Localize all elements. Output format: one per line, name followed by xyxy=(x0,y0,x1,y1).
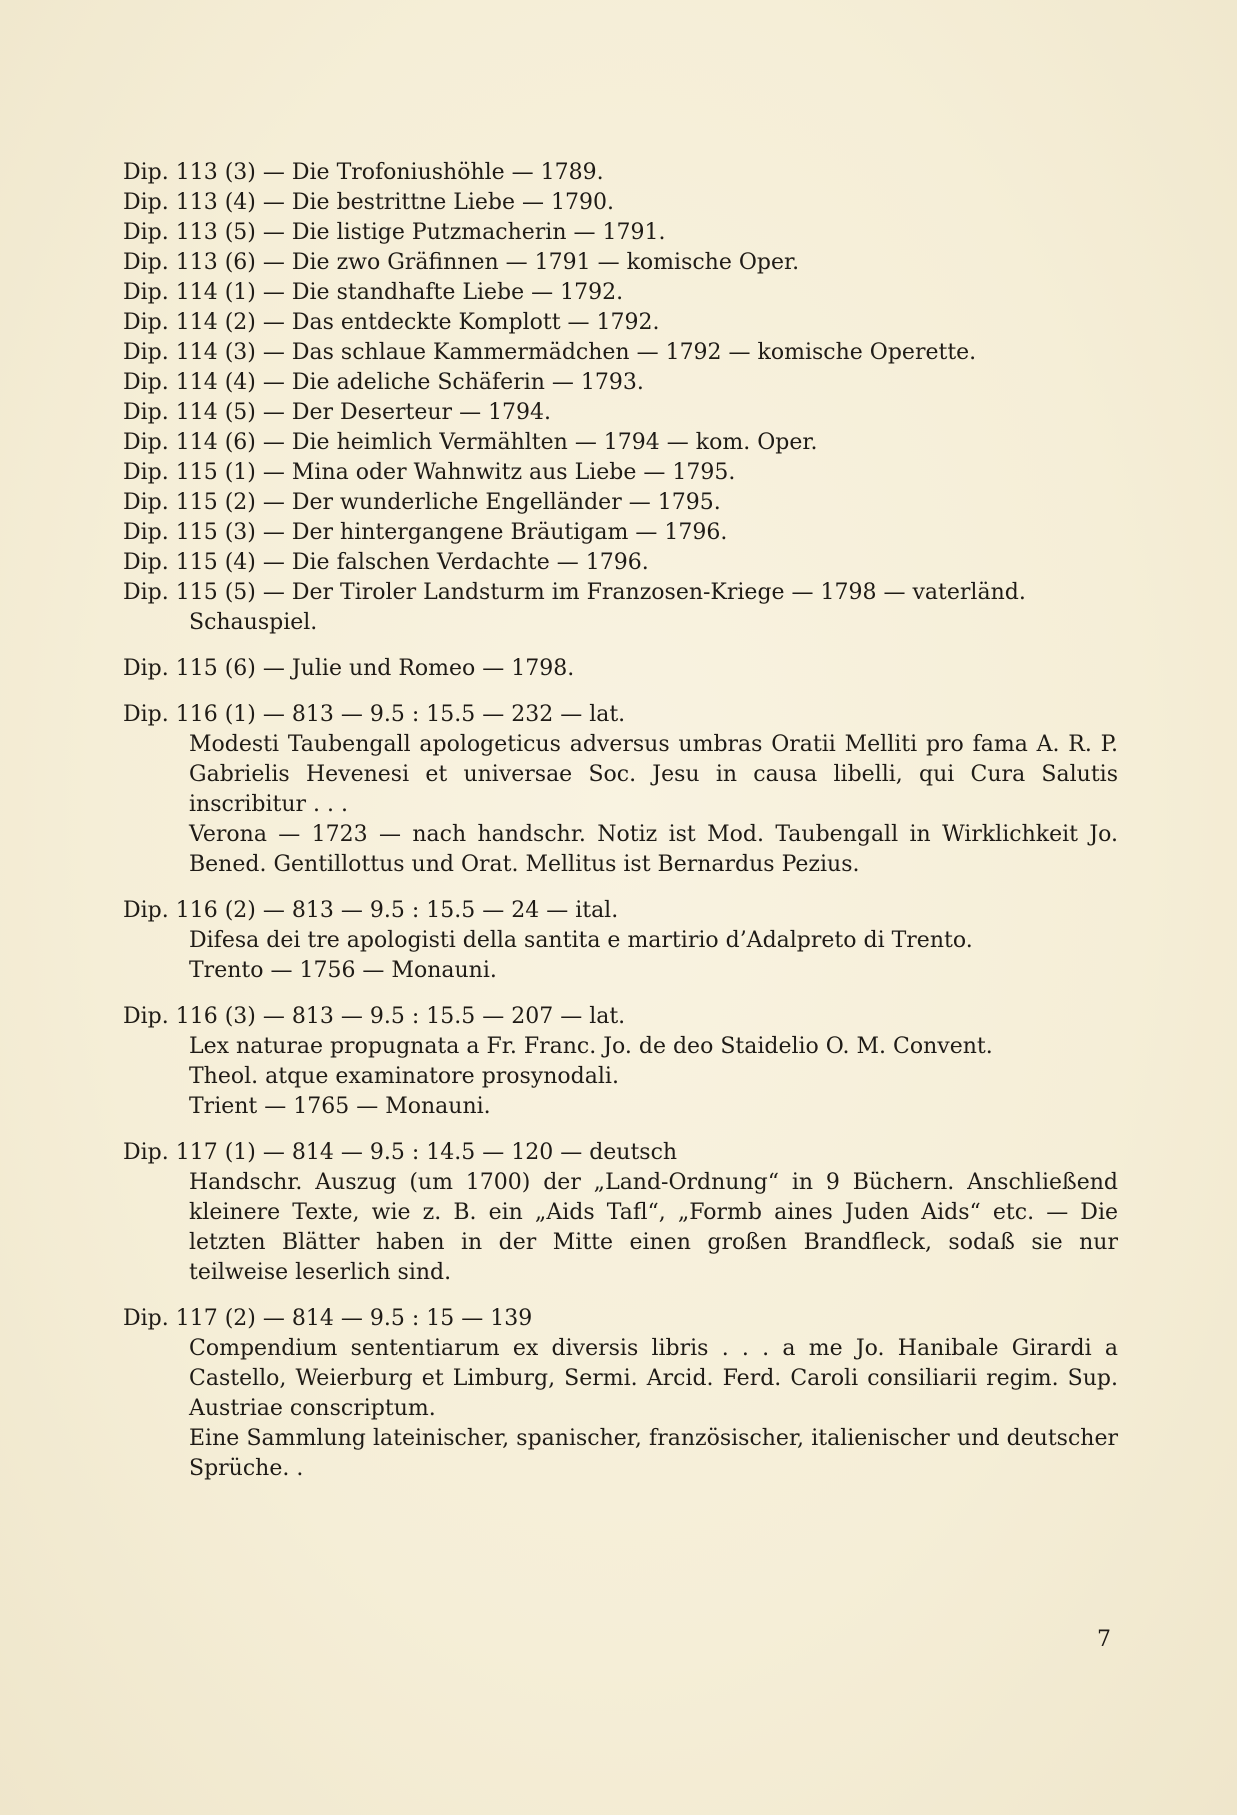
catalog-entry xyxy=(123,278,1118,308)
entry-heading: Dip. 113 (6) — Die zwo Gräfinnen — 1791 — komische Oper. xyxy=(123,250,800,275)
entry-heading: Dip. 113 (5) — Die listige Putzmacherin — 1791. xyxy=(123,220,666,245)
entry-description xyxy=(123,1168,1118,1288)
entry-heading: Dip. 114 (5) — Der Deserteur — 1794. xyxy=(123,400,552,425)
entry-description xyxy=(123,1334,1118,1484)
catalog-entry xyxy=(123,458,1118,488)
catalog-entry xyxy=(123,218,1118,248)
entry-heading: Dip. 115 (3) — Der hintergangene Bräutigam — 1796. xyxy=(123,520,728,545)
entry-heading: Dip. 115 (5) — Der Tiroler Landsturm im Franzosen-Kriege — 1798 — vaterländ. xyxy=(123,580,1026,605)
entry-heading: Dip. 113 (4) — Die bestrittne Liebe — 1790. xyxy=(123,190,614,215)
entry-heading: Dip. 115 (2) — Der wunderliche Engelländer — 1795. xyxy=(123,490,721,515)
entry-heading: Dip. 116 (3) — 813 — 9.5 : 15.5 — 207 — lat. xyxy=(123,1004,626,1029)
entry-description-line: Trient — 1765 — Monauni. xyxy=(189,1094,491,1119)
entry-heading: Dip. 113 (3) — Die Trofoniushöhle — 1789. xyxy=(123,160,604,185)
entry-heading: Dip. 115 (4) — Die falschen Verdachte — 1796. xyxy=(123,550,649,575)
entry-heading: Dip. 117 (1) — 814 — 9.5 : 14.5 — 120 — deutsch xyxy=(123,1140,678,1165)
entry-heading: Dip. 116 (1) — 813 — 9.5 : 15.5 — 232 — lat. xyxy=(123,702,626,727)
entry-heading: Dip. 114 (1) — Die standhafte Liebe — 1792. xyxy=(123,280,624,305)
entry-heading: Dip. 117 (2) — 814 — 9.5 : 15 — 139 xyxy=(123,1306,533,1331)
catalog-entry xyxy=(123,700,1118,880)
catalog-entry xyxy=(123,896,1118,986)
entry-description xyxy=(123,1032,1118,1122)
page-number: 7 xyxy=(1097,1627,1111,1652)
catalog-entry xyxy=(123,518,1118,548)
entry-description-line: Theol. atque examinatore prosynodali. xyxy=(189,1064,619,1089)
catalog-entry xyxy=(123,578,1118,638)
catalog-entry xyxy=(123,158,1118,188)
catalog-entry xyxy=(123,548,1118,578)
entry-description-line: Eine Sammlung lateinischer, spanischer, französischer, italienischer und deutscher Sprüche. . xyxy=(189,1426,1118,1481)
entry-continuation: Schauspiel. xyxy=(189,610,318,635)
entry-heading: Dip. 114 (4) — Die adeliche Schäferin — 1793. xyxy=(123,370,644,395)
catalog-entry xyxy=(123,308,1118,338)
catalog-entry xyxy=(123,1002,1118,1122)
catalog-entry xyxy=(123,398,1118,428)
entry-heading: Dip. 114 (3) — Das schlaue Kammermädchen — 1792 — komische Operette. xyxy=(123,340,977,365)
catalog-entry xyxy=(123,338,1118,368)
entry-heading: Dip. 115 (1) — Mina oder Wahnwitz aus Liebe — 1795. xyxy=(123,460,736,485)
entry-description-line: Lex naturae propugnata a Fr. Franc. Jo. de deo Staidelio O. M. Convent. xyxy=(189,1034,993,1059)
entry-description-line: Compendium sententiarum ex diversis libris . . . a me Jo. Hanibale Girardi a Castello, Weierburg et Limburg, Sermi. Arcid. Ferd. Caroli consiliarii regim. Sup. Austriae conscriptum. xyxy=(189,1336,1118,1421)
catalog-entry xyxy=(123,428,1118,458)
entry-description-line: Trento — 1756 — Monauni. xyxy=(189,958,497,983)
catalog-entry xyxy=(123,654,1118,684)
catalog-entry xyxy=(123,368,1118,398)
catalog-entry xyxy=(123,248,1118,278)
entry-heading: Dip. 115 (6) — Julie und Romeo — 1798. xyxy=(123,656,575,681)
entry-description xyxy=(123,730,1118,880)
entry-heading: Dip. 114 (2) — Das entdeckte Komplott — 1792. xyxy=(123,310,660,335)
entry-description-line: Modesti Taubengall apologeticus adversus umbras Oratii Melliti pro fama A. R. P. Gabrielis Hevenesi et universae Soc. Jesu in causa libelli, qui Cura Salutis inscribitur . . . xyxy=(189,732,1118,817)
entry-description-line: Handschr. Auszug (um 1700) der „Land-Ordnung“ in 9 Büchern. Anschließend kleinere Texte, wie z. B. ein „Aids Tafl“, „Formb aines Juden Aids“ etc. — Die letzten Blätter haben in der Mitte einen großen Brandfleck, sodaß sie nur teilweise leserlich sind. xyxy=(189,1170,1118,1285)
catalog-entry xyxy=(123,1138,1118,1288)
catalog-entry xyxy=(123,188,1118,218)
entry-heading: Dip. 114 (6) — Die heimlich Vermählten — 1794 — kom. Oper. xyxy=(123,430,818,455)
catalog-entry xyxy=(123,488,1118,518)
entry-description xyxy=(123,926,1118,986)
entry-description-line: Difesa dei tre apologisti della santita e martirio d’Adalpreto di Trento. xyxy=(189,928,973,953)
catalog-list xyxy=(123,158,1118,1484)
entry-description-line: Verona — 1723 — nach handschr. Notiz ist Mod. Taubengall in Wirklichkeit Jo. Bened. Gentillottus und Orat. Mellitus ist Bernardus Pezius. xyxy=(189,822,1118,877)
catalog-entry xyxy=(123,1304,1118,1484)
entry-heading: Dip. 116 (2) — 813 — 9.5 : 15.5 — 24 — ital. xyxy=(123,898,619,923)
